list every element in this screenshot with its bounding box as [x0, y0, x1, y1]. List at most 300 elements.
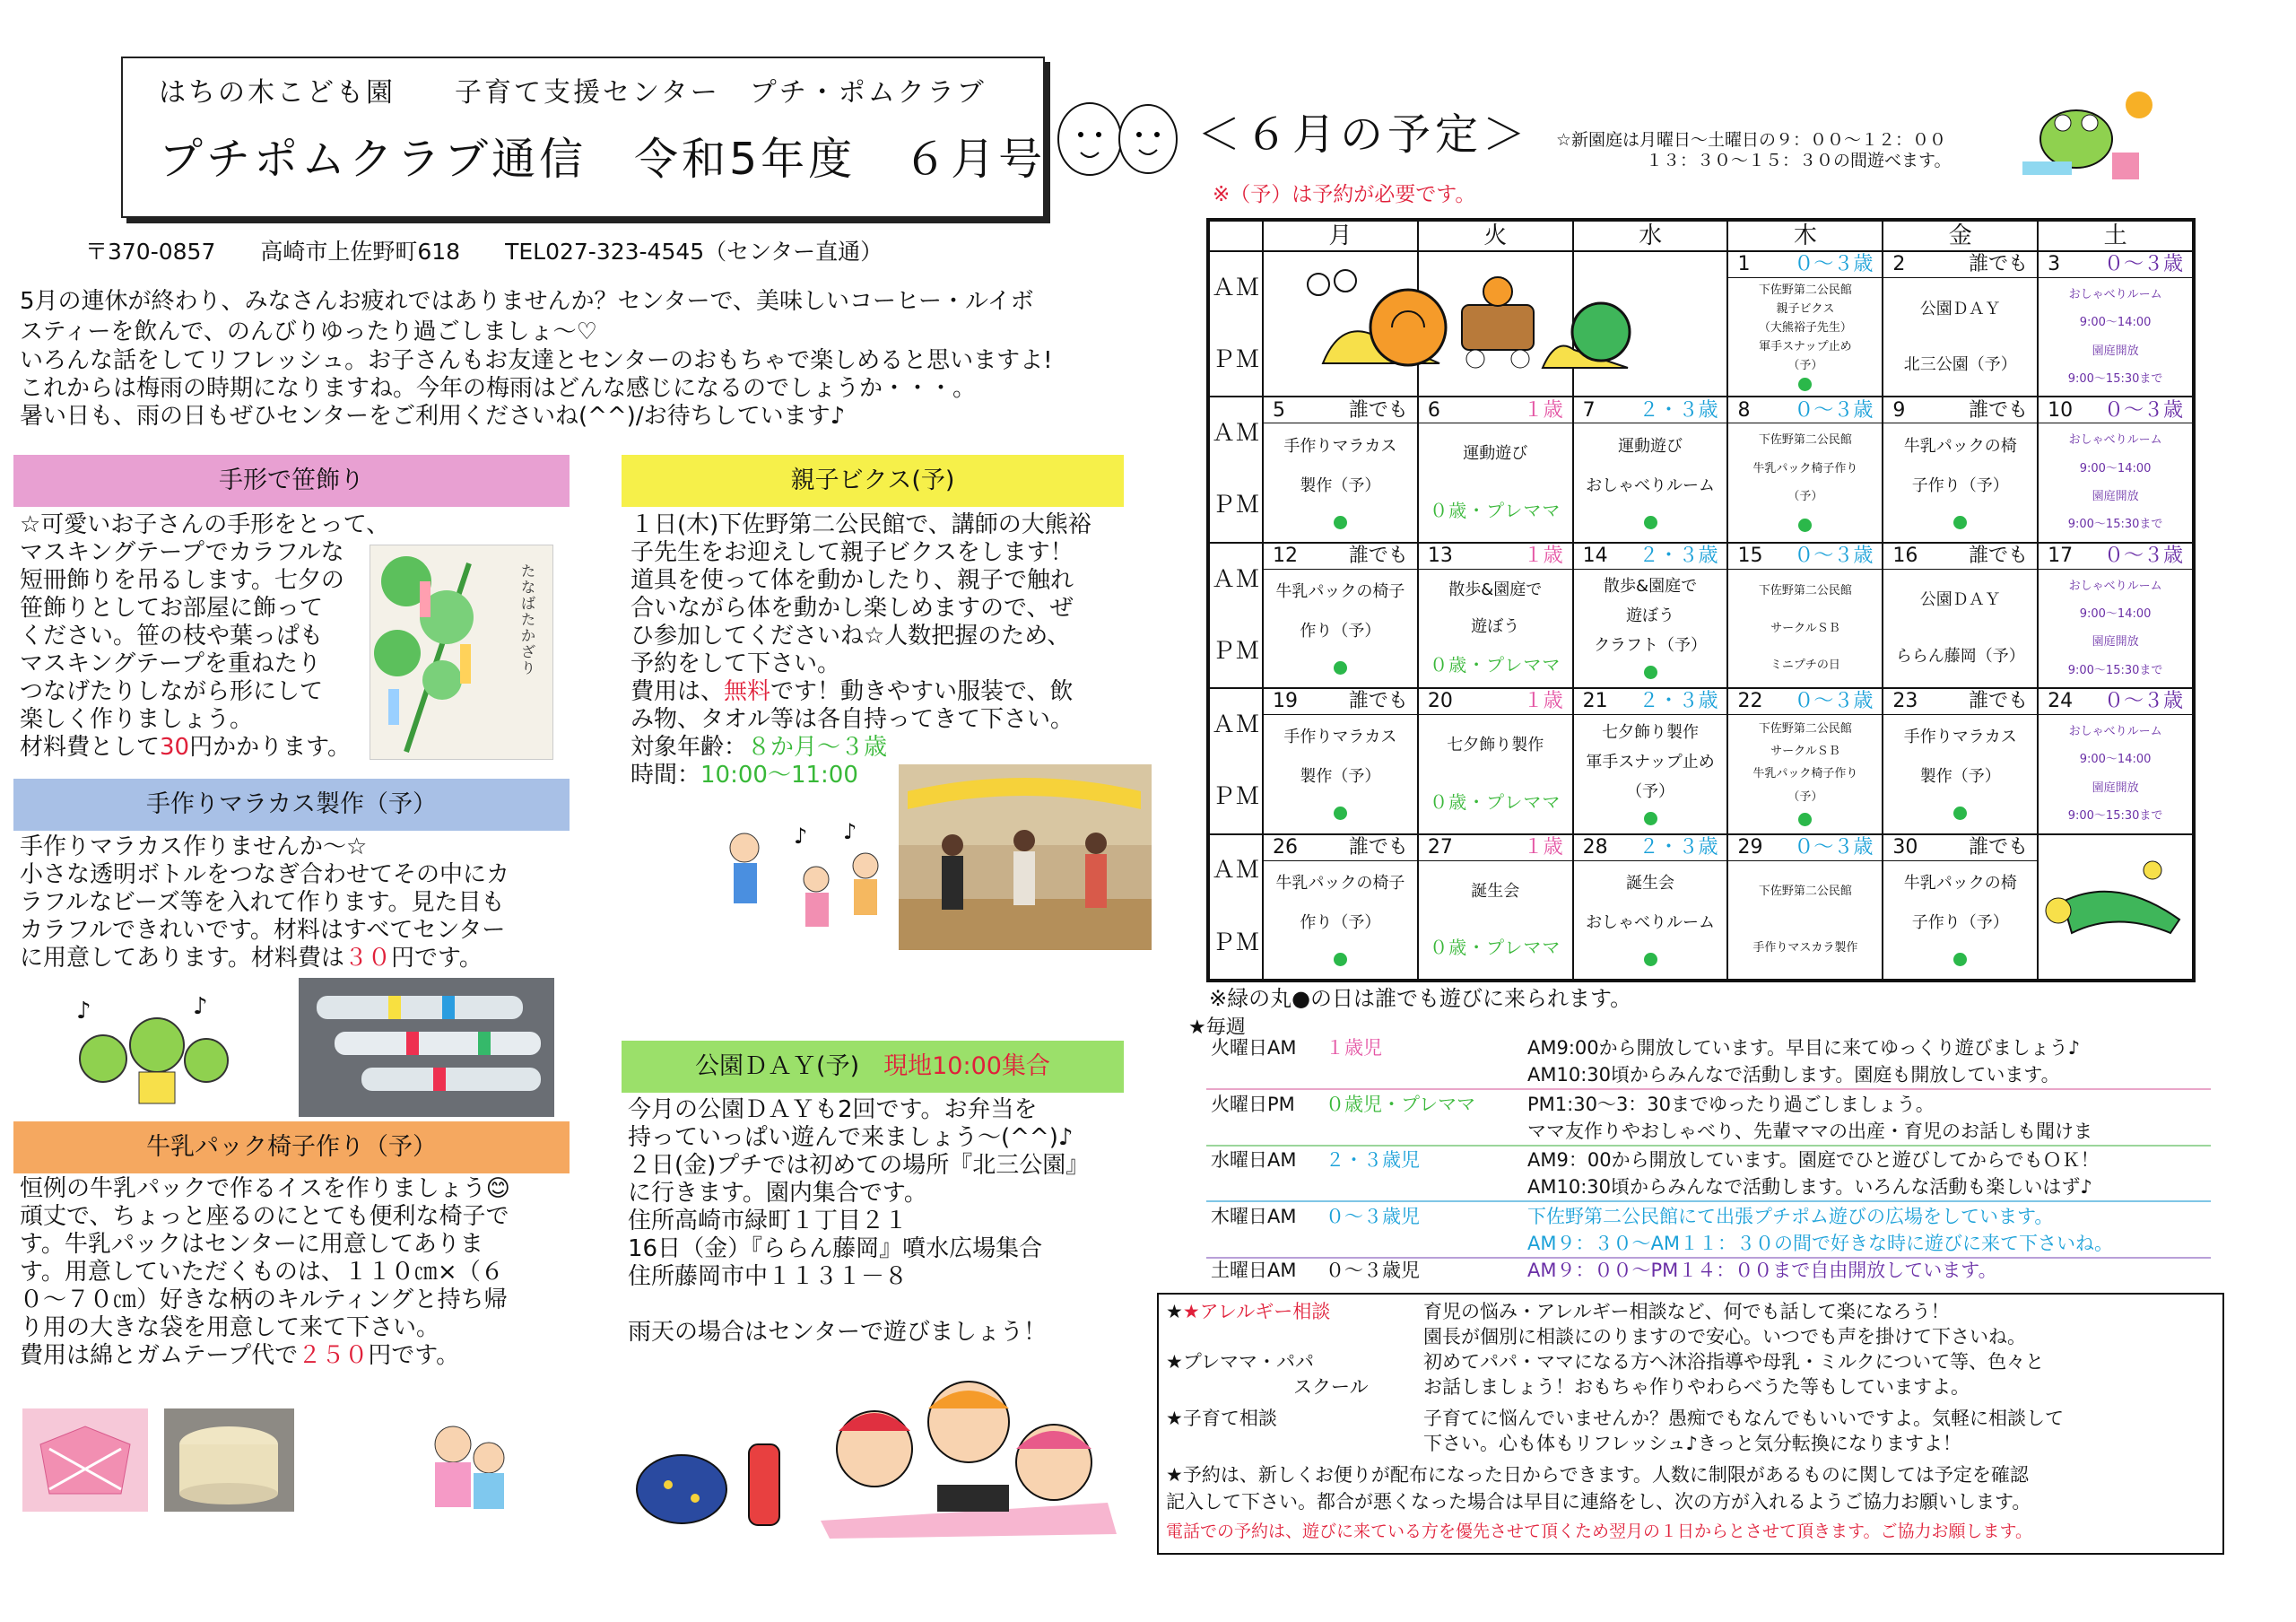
activity-text: 散歩&園庭で [1448, 580, 1543, 600]
date-number: 7 [1582, 398, 1596, 422]
date-bar [1728, 689, 1882, 715]
weekly-description: AM９：３０～AM１１：３０の間で好きな時に遊びに来て下さいね。 [1527, 1233, 2113, 1254]
green-dot-icon [1798, 813, 1812, 826]
activity-text: 七夕飾り製作 [1447, 736, 1544, 755]
green-dot-icon [1798, 378, 1812, 391]
date-bar [1419, 397, 1572, 423]
am-label: ＡＭ [1211, 274, 1260, 301]
age-group: 誰でも [1348, 690, 1408, 713]
date-bar [1419, 544, 1572, 570]
activity-text: 製作（予） [1919, 767, 2001, 787]
green-group-text: ０歳・プレママ [1430, 654, 1561, 676]
calendar-day [1728, 544, 1882, 687]
park-body: 今月の公園ＤＡＹも2回です。お弁当を 持っていっぱい遊んで来ましょう～(^^)♪ ２日(金)プチでは初めての場所『北三公園』 に行きます。園内集合です。 住所高崎市緑町１丁目２１ 16日（金）『ららん藤岡』噴水広場集合 住所藤岡市中１１３１－８ 雨天の場合はセンターで遊びましょう！ [628, 1096, 1090, 1346]
calendar-day [1883, 397, 2037, 541]
date-bar [2039, 252, 2192, 278]
intro-line: 5月の連休が終わり、みなさんお疲れではありませんか？センターで、美味しいコーヒー・ルイボ [20, 288, 1034, 315]
activity-text: （予） [1787, 358, 1823, 372]
activity-text: 9:00～14:00 [2079, 607, 2152, 622]
date-bar [1883, 689, 2037, 715]
green-dot-note: ※緑の丸●の日は誰でも遊びに来られます。 [1209, 986, 1632, 1011]
date-bar [1883, 252, 2037, 278]
bics-body: １日(木)下佐野第二公民館で、講師の大熊裕 子先生をお迎えして親子ビクスをします！ 道具を使って体を動かしたり、親子で触れ 合いながら体を動かし楽しめますので、ぜ ひ参加してくださいね☆人数把握のため、 予約をして下さい。 費用は、無料です！動きやすい服装で、飲 み物、タオル等は各自持ってきて下さい。 対象年齢：８か月～３歳 時間：10:00～11:00 [631, 511, 1091, 789]
calendar-day [1883, 544, 2037, 687]
green-dot-icon [1334, 516, 1347, 529]
parenting-text: 子育てに悩んでいませんか？愚痴でもなんでもいいですよ。気軽に相談して [1423, 1408, 2064, 1429]
activity-text: クラフト（予） [1594, 636, 1708, 656]
activity-text: おしゃべりルーム [2068, 287, 2162, 301]
calendar-day [1419, 544, 1572, 687]
activity-text: 牛乳パックの椅 [1903, 436, 2017, 456]
activity-text: おしゃべりルーム [2068, 433, 2162, 448]
weekly-day: 火曜日AM [1211, 1037, 1297, 1059]
calendar-day [1264, 544, 1417, 687]
weekly-day: 木曜日AM [1211, 1206, 1297, 1227]
allergy-text: 園長が個別に相談にのりますので安心。いつでも声を掛けて下さいね。 [1423, 1326, 2026, 1347]
activity-text: 子作り（予） [1911, 912, 2009, 932]
age-group: 誰でも [1969, 398, 2029, 422]
calendar-day [2039, 544, 2192, 687]
weekly-description: 下佐野第二公民館にて出張プチポム遊びの広場をしています。 [1527, 1206, 2054, 1227]
allergy-text: 育児の悩み・アレルギー相談など、何でも話して楽になろう！ [1423, 1301, 1950, 1322]
activity-text: 手作りマラカス [1283, 436, 1397, 456]
age-group: ０～３歳 [2103, 398, 2183, 422]
age-group: １歳 [1523, 690, 1563, 713]
date-number: 17 [2048, 545, 2074, 568]
day-activities [2041, 426, 2189, 538]
tegata-body: ☆可愛いお子さんの手形をとって、 マスキングテープでカラフルな 短冊飾りを吊るします。七夕の 笹飾りとしてお部屋に飾って ください。笹の枝や葉っぱも マスキングテープを重ねたり つなげたりしながら形にして 楽しく作りましょう。 材料費として30円かかります。 [20, 511, 390, 761]
day-activities [1731, 864, 1879, 976]
day-header: 水 [1574, 222, 1727, 250]
date-bar [1883, 397, 2037, 423]
weekly-description: AM９：００～PM１４：００まで自由開放しています。 [1527, 1260, 1997, 1281]
activity-text: おしゃべりルーム [2068, 725, 2162, 739]
activity-text: ららん藤岡（予） [1895, 647, 2025, 667]
date-number: 2 [1892, 253, 1906, 276]
activity-text: 9:00～15:30まで [2067, 663, 2163, 677]
age-group: １歳 [1523, 835, 1563, 859]
activity-text: 北三公園（予） [1903, 355, 2017, 375]
activity-text: おしゃべりルーム [1586, 912, 1716, 932]
weekly-group: １歳児 [1326, 1037, 1382, 1059]
weekly-day: 火曜日PM [1211, 1094, 1295, 1115]
age-group: ０～３歳 [1794, 835, 1874, 859]
new-garden-note: １３：３０～１５：３０の間遊べます。 [1646, 151, 1952, 170]
age-group: １歳 [1523, 545, 1563, 568]
day-activities [1422, 718, 1570, 830]
weekly-group: ０～３歳児 [1326, 1260, 1420, 1281]
am-label: ＡＭ [1211, 565, 1260, 593]
date-bar [1728, 835, 1882, 861]
calendar-day [1728, 397, 1882, 541]
weekly-description: AM9：00から開放しています。園庭でひと遊びしてからでもＯＫ！ [1527, 1149, 2100, 1171]
calendar-day [1883, 835, 2037, 979]
day-activities [1886, 281, 2034, 393]
phone-reservation-note: 電話での予約は、遊びに来ている方を優先させて頂くため翌月の１日からとさせて頂きます。ご協力お願します。 [1166, 1522, 2032, 1541]
intro-line: スティーを飲んで、のんびりゆったり過ごしましょ～♡ [20, 318, 597, 345]
calendar-day [1728, 252, 1882, 396]
am-label: ＡＭ [1211, 420, 1260, 448]
date-bar [1728, 252, 1882, 278]
calendar-day [1574, 544, 1727, 687]
date-number: 8 [1737, 398, 1751, 422]
activity-text: 9:00～14:00 [2079, 461, 2152, 475]
activity-text: （予） [1626, 781, 1675, 801]
tanabata-photo-caption: たなばたかざり [521, 562, 536, 676]
activity-text: 牛乳パック椅子作り [1752, 461, 1858, 475]
activity-text: 下佐野第二公民館 [1758, 433, 1852, 448]
day-activities [1422, 572, 1570, 685]
date-bar [1419, 835, 1572, 861]
day-activities [1266, 718, 1414, 830]
green-dot-icon [1644, 516, 1657, 529]
tanabata-photo [370, 545, 553, 760]
activity-text: 9:00～15:30まで [2067, 809, 2163, 824]
age-group: 誰でも [1969, 835, 2029, 859]
age-group: ０～３歳 [1794, 253, 1874, 276]
age-group: ２・３歳 [1639, 398, 1718, 422]
activity-text: 誕生会 [1626, 873, 1675, 893]
activity-text: 園庭開放 [2092, 344, 2139, 358]
svg-text:♪: ♪ [193, 996, 208, 1020]
date-number: 14 [1582, 545, 1608, 568]
activity-text: おしゃべりルーム [2068, 579, 2162, 593]
activity-text: （予） [1787, 789, 1823, 804]
am-pm-label [1210, 689, 1262, 833]
day-activities [1886, 426, 2034, 538]
date-number: 28 [1582, 835, 1608, 859]
green-dot-icon [1644, 812, 1657, 825]
date-bar [1883, 835, 2037, 861]
section-title-maracas: 手作りマラカス製作（予） [13, 779, 570, 831]
green-dot-icon [1644, 666, 1657, 679]
address-line: 〒370-0857 高崎市上佐野町618 TEL027-323-4545（センター直通） [85, 239, 883, 265]
parenting-label: ★子育て相談 [1166, 1408, 1277, 1429]
date-bar [1728, 544, 1882, 570]
date-bar [1264, 544, 1417, 570]
activity-text: 誕生会 [1471, 881, 1520, 901]
newsletter-title: プチポムクラブ通信 令和5年度 ６月号 [159, 134, 1047, 185]
date-number: 12 [1273, 545, 1298, 568]
activity-text: 9:00～14:00 [2079, 753, 2152, 767]
activity-text: 下佐野第二公民館 [1758, 885, 1852, 899]
activity-text: 手作りマスカラ製作 [1752, 940, 1858, 955]
day-activities [1577, 572, 1725, 685]
green-dot-icon [1953, 516, 1967, 529]
age-group: ０～３歳 [1794, 545, 1874, 568]
green-dot-icon [1334, 807, 1347, 820]
calendar-day [2039, 689, 2192, 833]
day-activities [1422, 426, 1570, 538]
alligator-bird-illustration [2045, 848, 2193, 955]
cream-chair-photo [164, 1408, 294, 1512]
activity-text: 公園ＤＡＹ [1919, 299, 2001, 318]
bics-class-photo [899, 764, 1152, 950]
date-bar [2039, 544, 2192, 570]
cartoon-kids-illustration [1049, 85, 1184, 206]
day-header: 土 [2039, 222, 2192, 250]
calendar-corner [1210, 222, 1262, 250]
age-group: ２・３歳 [1639, 835, 1718, 859]
svg-text:♪: ♪ [843, 819, 857, 844]
day-activities [2041, 718, 2189, 830]
section-title-tegata: 手形で笹飾り [13, 455, 570, 507]
date-number: 1 [1737, 253, 1751, 276]
age-group: ０～３歳 [2103, 545, 2183, 568]
consultation-box [1157, 1293, 2224, 1555]
weekly-divider [1206, 1200, 2211, 1202]
date-number: 10 [2048, 398, 2074, 422]
activity-text: 親子ビクス [1776, 301, 1835, 316]
activity-text: 製作（予） [1300, 767, 1381, 787]
activity-text: 遊ぼう [1471, 617, 1520, 637]
age-group: 誰でも [1348, 545, 1408, 568]
activity-text: 牛乳パックの椅子 [1275, 581, 1405, 601]
activity-text: 手作りマラカス [1903, 728, 2017, 747]
day-activities [1731, 718, 1879, 830]
day-activities [1886, 864, 2034, 976]
calendar-day [1728, 835, 1882, 979]
date-bar [1574, 835, 1727, 861]
date-number: 6 [1427, 398, 1440, 422]
date-number: 9 [1892, 398, 1906, 422]
frog-musicians-illustration [67, 996, 238, 1112]
age-group: 誰でも [1348, 398, 1408, 422]
activity-text: 作り（予） [1300, 621, 1381, 641]
green-dot-icon [1334, 661, 1347, 675]
am-label: ＡＭ [1211, 857, 1260, 885]
activity-text: 下佐野第二公民館 [1758, 283, 1852, 297]
green-group-text: ０歳・プレママ [1430, 790, 1561, 813]
milk-body: 恒例の牛乳パックで作るイスを作りましょう😊 頑丈で、ちょっと座るのにとても便利な椅子で す。牛乳パックはセンターに用意してありま す。用意していただくものは、１１０㎝×（６ ０～７０㎝）好きな柄のキルティングと持ち帰 り用の大きな袋を用意して来て下さい。 費用は綿とガムテープ代で２５０円です。 [20, 1175, 510, 1369]
activity-text: 牛乳パックの椅 [1903, 873, 2017, 893]
weekly-group: ２・３歳児 [1326, 1149, 1420, 1171]
green-dot-icon [1953, 953, 1967, 966]
activity-text: 9:00～15:30まで [2067, 371, 2163, 386]
date-bar [1883, 544, 2037, 570]
date-number: 19 [1273, 690, 1298, 713]
activity-text: サークルＳＢ [1770, 745, 1840, 759]
weekly-description: ママ友作りやおしゃべり、先輩ママの出産・育児のお話しも聞けま [1527, 1121, 2092, 1142]
calendar-day [1574, 689, 1727, 833]
day-activities [2041, 281, 2189, 393]
allergy-label: ★★アレルギー相談 [1166, 1301, 1331, 1322]
day-activities [1577, 864, 1725, 976]
day-header: 月 [1264, 222, 1417, 250]
age-group: 誰でも [1969, 253, 2029, 276]
am-label: ＡＭ [1211, 711, 1260, 739]
schedule-title: ＜６月の予定＞ [1197, 109, 1531, 160]
am-pm-label [1210, 397, 1262, 541]
activity-text: ミニプチの日 [1770, 658, 1840, 673]
calendar-day [1419, 835, 1572, 979]
family-dance-illustration [718, 816, 897, 951]
age-group: ０～３歳 [1794, 398, 1874, 422]
day-activities [1266, 864, 1414, 976]
date-number: 15 [1737, 545, 1763, 568]
day-header: 木 [1728, 222, 1882, 250]
svg-text:♪: ♪ [76, 998, 91, 1025]
new-garden-note: ☆新園庭は月曜日～土曜日の９：００～１２：００ [1556, 130, 1947, 150]
green-group-text: ０歳・プレママ [1430, 937, 1561, 959]
date-number: 21 [1582, 690, 1608, 713]
am-pm-label [1210, 252, 1262, 396]
weekly-description: AM10:30頃からみんなで活動します。いろんな活動も楽しいはず♪ [1527, 1176, 2092, 1198]
date-bar [2039, 397, 2192, 423]
day-activities [1731, 572, 1879, 685]
age-group: ２・３歳 [1639, 545, 1718, 568]
day-header: 金 [1883, 222, 2037, 250]
weekly-divider [1206, 1088, 2211, 1090]
day-activities [1886, 572, 2034, 685]
day-activities [1731, 426, 1879, 538]
age-group: ０～３歳 [2103, 690, 2183, 713]
activity-text: 9:00～15:30まで [2067, 518, 2163, 532]
green-group-text: ０歳・プレママ [1430, 499, 1561, 521]
age-group: 誰でも [1348, 835, 1408, 859]
weekly-day: 土曜日AM [1211, 1260, 1297, 1281]
frog-sun-illustration [2005, 85, 2166, 188]
activity-text: 軍手スナップ止め [1759, 339, 1852, 353]
activity-text: 下佐野第二公民館 [1758, 583, 1852, 597]
section-title-milk: 牛乳パック椅子作り（予） [13, 1121, 570, 1173]
weekly-description: PM1:30～3：30までゆったり過ごしましょう。 [1527, 1094, 1935, 1115]
pink-chair-photo [22, 1408, 148, 1512]
picnic-children-illustration [812, 1368, 1121, 1539]
calendar-day [1264, 397, 1417, 541]
weekly-day: 水曜日AM [1211, 1149, 1297, 1171]
activity-text: 七夕飾り製作 [1602, 722, 1700, 742]
calendar-day [2039, 252, 2192, 396]
date-number: 16 [1892, 545, 1918, 568]
date-bar [1574, 544, 1727, 570]
calendar-day [1264, 835, 1417, 979]
newsletter-header [121, 57, 1045, 218]
date-bar [1264, 835, 1417, 861]
day-activities [1266, 572, 1414, 685]
reservation-text: ★予約は、新しくお便りが配布になった日からできます。人数に制限があるものに関しては予定を確認 [1166, 1464, 2029, 1486]
calendar-day [1419, 689, 1572, 833]
premama-label-2: スクール [1293, 1376, 1369, 1398]
age-group: ０～３歳 [2103, 253, 2183, 276]
date-number: 26 [1273, 835, 1298, 859]
calendar-day [2039, 397, 2192, 541]
org-name: はちの木こども園 子育て支援センター プチ・ポムクラブ [159, 77, 987, 109]
date-bar [2039, 689, 2192, 715]
pm-label: ＰＭ [1211, 492, 1260, 519]
date-number: 24 [2048, 690, 2074, 713]
pm-label: ＰＭ [1211, 783, 1260, 811]
date-number: 30 [1892, 835, 1918, 859]
activity-text: 9:00～14:00 [2079, 316, 2152, 330]
age-group: 誰でも [1969, 545, 2029, 568]
weekly-label: ★毎週 [1188, 1016, 1246, 1039]
activity-text: （大熊裕子先生） [1758, 320, 1852, 335]
activity-text: 子作り（予） [1911, 475, 2009, 495]
date-bar [1264, 689, 1417, 715]
activity-text: 遊ぼう [1626, 606, 1675, 626]
green-dot-icon [1334, 953, 1347, 966]
date-number: 27 [1427, 835, 1453, 859]
day-header: 火 [1419, 222, 1572, 250]
am-pm-label [1210, 835, 1262, 979]
section-title-bics: 親子ビクス(予) [622, 455, 1124, 507]
green-dot-icon [1644, 953, 1657, 966]
am-pm-label [1210, 544, 1262, 687]
date-bar [1574, 689, 1727, 715]
activity-text: 運動遊び [1618, 436, 1683, 456]
day-activities [1886, 718, 2034, 830]
day-activities [1266, 426, 1414, 538]
calendar-day [1883, 689, 2037, 833]
calendar-day [1728, 689, 1882, 833]
day-activities [1577, 718, 1725, 830]
age-group: ２・３歳 [1639, 690, 1718, 713]
age-group: １歳 [1523, 398, 1563, 422]
date-number: 20 [1427, 690, 1453, 713]
activity-text: 園庭開放 [2092, 489, 2139, 503]
section-title-park: 公園ＤＡＹ(予) 現地10:00集合 [622, 1041, 1124, 1093]
pm-label: ＰＭ [1211, 346, 1260, 374]
date-number: 29 [1737, 835, 1763, 859]
weekly-description: AM10:30頃からみんなで活動します。園庭も開放しています。 [1527, 1064, 2060, 1086]
date-number: 5 [1273, 398, 1285, 422]
calendar-day [1264, 689, 1417, 833]
date-number: 22 [1737, 690, 1763, 713]
day-activities [1731, 281, 1879, 393]
weekly-group: ０歳児・プレママ [1326, 1094, 1476, 1115]
date-bar [1728, 397, 1882, 423]
parenting-text: 下さい。心も体もリフレッシュ♪きっと気分転換になりますよ！ [1423, 1433, 1961, 1454]
day-activities [1577, 426, 1725, 538]
date-bar [1264, 397, 1417, 423]
activity-text: 手作りマラカス [1283, 728, 1397, 747]
intro-line: 暑い日も、雨の日もぜひセンターをご利用くださいね(^^)/お待ちしています♪ [20, 403, 846, 430]
activity-text: 軍手スナップ止め [1586, 752, 1715, 772]
activity-text: 散歩&園庭で [1604, 577, 1698, 597]
date-bar [1419, 689, 1572, 715]
activity-text: おしゃべりルーム [1586, 475, 1716, 495]
calendar-day [1574, 835, 1727, 979]
picnic-items-illustration [632, 1400, 789, 1534]
day-activities [2041, 572, 2189, 685]
premama-text: 初めてパパ・ママになる方へ沐浴指導や母乳・ミルクについて等、色々と [1423, 1351, 2045, 1373]
activity-text: 園庭開放 [2092, 780, 2139, 795]
calendar-day [1574, 397, 1727, 541]
date-bar [1574, 397, 1727, 423]
activity-text: （予） [1787, 490, 1823, 504]
activity-text: 運動遊び [1463, 444, 1528, 464]
date-number: 13 [1427, 545, 1453, 568]
age-group: 誰でも [1969, 690, 2029, 713]
calendar-day [1419, 397, 1572, 541]
weekly-group: ０～３歳児 [1326, 1206, 1420, 1227]
svg-text:♪: ♪ [794, 824, 808, 849]
weekly-description: AM9:00から開放しています。早目に来てゆっくり遊びましょう♪ [1527, 1037, 2081, 1059]
activity-text: 下佐野第二公民館 [1758, 721, 1852, 736]
weekly-divider [1206, 1145, 2211, 1147]
activity-text: 園庭開放 [2092, 635, 2139, 650]
activity-text: サークルＳＢ [1770, 621, 1840, 635]
intro-line: これからは梅雨の時期になりますね。今年の梅雨はどんな感じになるのでしょうか・・・。 [20, 375, 977, 402]
age-group: ０～３歳 [1794, 690, 1874, 713]
date-number: 23 [1892, 690, 1918, 713]
pm-label: ＰＭ [1211, 637, 1260, 665]
green-dot-icon [1798, 519, 1812, 532]
activity-text: 公園ＤＡＹ [1919, 590, 2001, 610]
premama-text: お話しましょう！おもちゃ作りやわらべうた等もしていますよ。 [1423, 1376, 1970, 1398]
maracas-body: 手作りマラカス作りませんか～☆ 小さな透明ボトルをつなぎ合わせてその中にカ ラフルなビーズ等を入れて作ります。見た目も カラフルできれいです。材料はすべてセンター に用意してあります。材料費は３０円です。 [20, 833, 510, 972]
